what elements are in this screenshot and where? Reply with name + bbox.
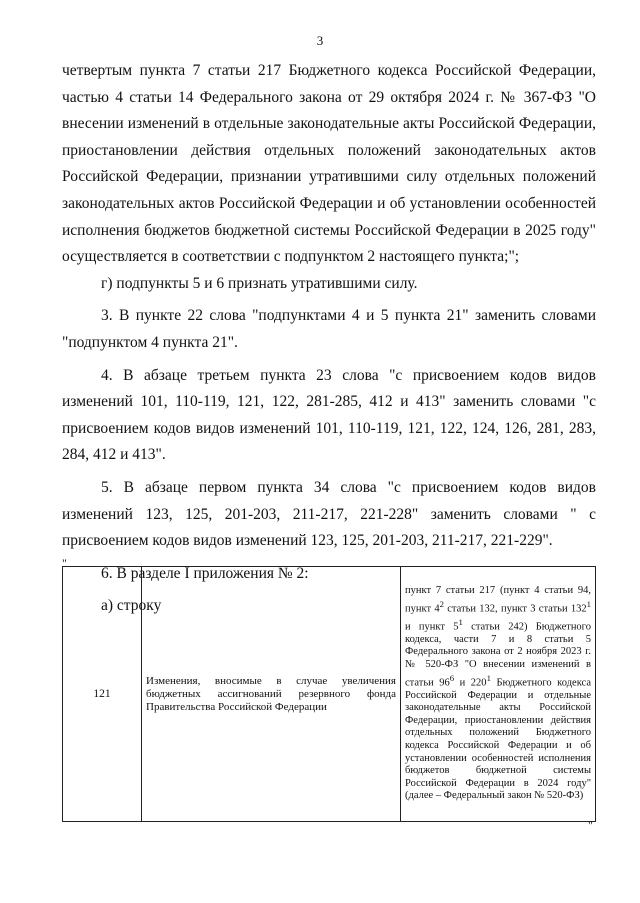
paragraph-item-4: 4. В абзаце третьем пункта 23 слова "с присвоением кодов видов изменений 101, 110-119, 121, 122, 281-285, 412 и 413" заменить словами "с присвоением кодов видов изменений 101, 110-119, 121, 122, 124, 126, 281, 283, 284, 412 и 413". xyxy=(62,366,596,464)
table-cell-code: 121 xyxy=(63,567,142,822)
paragraph-item-3: 3. В пункте 22 слова "подпунктами 4 и 5 пункта 21" заменить словами "подпунктом 4 пункта 21". xyxy=(62,307,596,351)
basis-text: и 220 xyxy=(454,677,487,689)
table-open-quote: " xyxy=(62,556,67,570)
page-number: 3 xyxy=(316,33,324,48)
table-cell-description: Изменения, вносимые в случае увеличения бюджетных ассигнований резервного фонда Правительства Российской Федерации xyxy=(142,567,401,822)
table-close-quote: " xyxy=(588,818,593,832)
basis-superscript: 6 xyxy=(449,672,455,683)
basis-text: пункт 7 статьи 217 (пункт 4 статьи 94, пункт 4 xyxy=(405,585,591,615)
change-code-table xyxy=(62,566,596,822)
basis-text: статьи 242) Бюджетного кодекса, части 7 и 8 статьи 5 Федерального закона от 2 ноября 2023 г. № 520-ФЗ "О внесении изменений в статьи 96 xyxy=(405,621,591,689)
document-body xyxy=(62,58,596,620)
paragraph-continuation: четвертым пункта 7 статьи 217 Бюджетного кодекса Российской Федерации, частью 4 статьи 14 Федерального закона от 29 октября 2024 г. № 367-ФЗ "О внесении изменений в отдельные законодательные акты Российской Федерации, приостановлении действия отдельных положений законодательных актов Российской Федерации, признании утратившими силу отдельных положений законодательных актов Российской Федерации и об установлении особенностей исполнения бюджетов бюджетной системы Российской Федерации в 2025 году" осуществляется в соответствии с подпунктом 2 настоящего пункта;"; xyxy=(62,62,596,266)
basis-superscript: 1 xyxy=(486,672,491,683)
basis-superscript: 1 xyxy=(586,598,591,609)
basis-superscript: 2 xyxy=(439,598,444,609)
basis-text: статьи 132, пункт 3 статьи 132 xyxy=(443,603,587,615)
basis-text: Бюджетного кодекса Российской Федерации и отдельные законодательные акты Российской Федерации, приостановлении действия отдельных положений Бюджетного кодекса Российской Федерации и об установлении особенностей исполнения бюджетов бюджетной системы Российской Федерации в 2024 году" (далее – Федеральный закон № 520-ФЗ) xyxy=(405,677,591,802)
paragraph-subpoint-g: г) подпункты 5 и 6 признать утратившими силу. xyxy=(101,274,418,292)
basis-superscript: 1 xyxy=(458,616,463,627)
basis-text: и пункт 5 xyxy=(405,621,459,633)
paragraph-subpoint-a: а) строку xyxy=(101,597,162,615)
table-cell-legal-basis xyxy=(401,567,596,822)
paragraph-item-6: 6. В разделе I приложения № 2: xyxy=(101,564,309,582)
paragraph-item-5: 5. В абзаце первом пункта 34 слова "с присвоением кодов видов изменений 123, 125, 201-203, 211-217, 221-228" заменить словами " с присвоением кодов видов изменений 123, 125, 201-203, 211-217, 221-229". xyxy=(62,478,596,550)
table-row xyxy=(63,567,596,822)
